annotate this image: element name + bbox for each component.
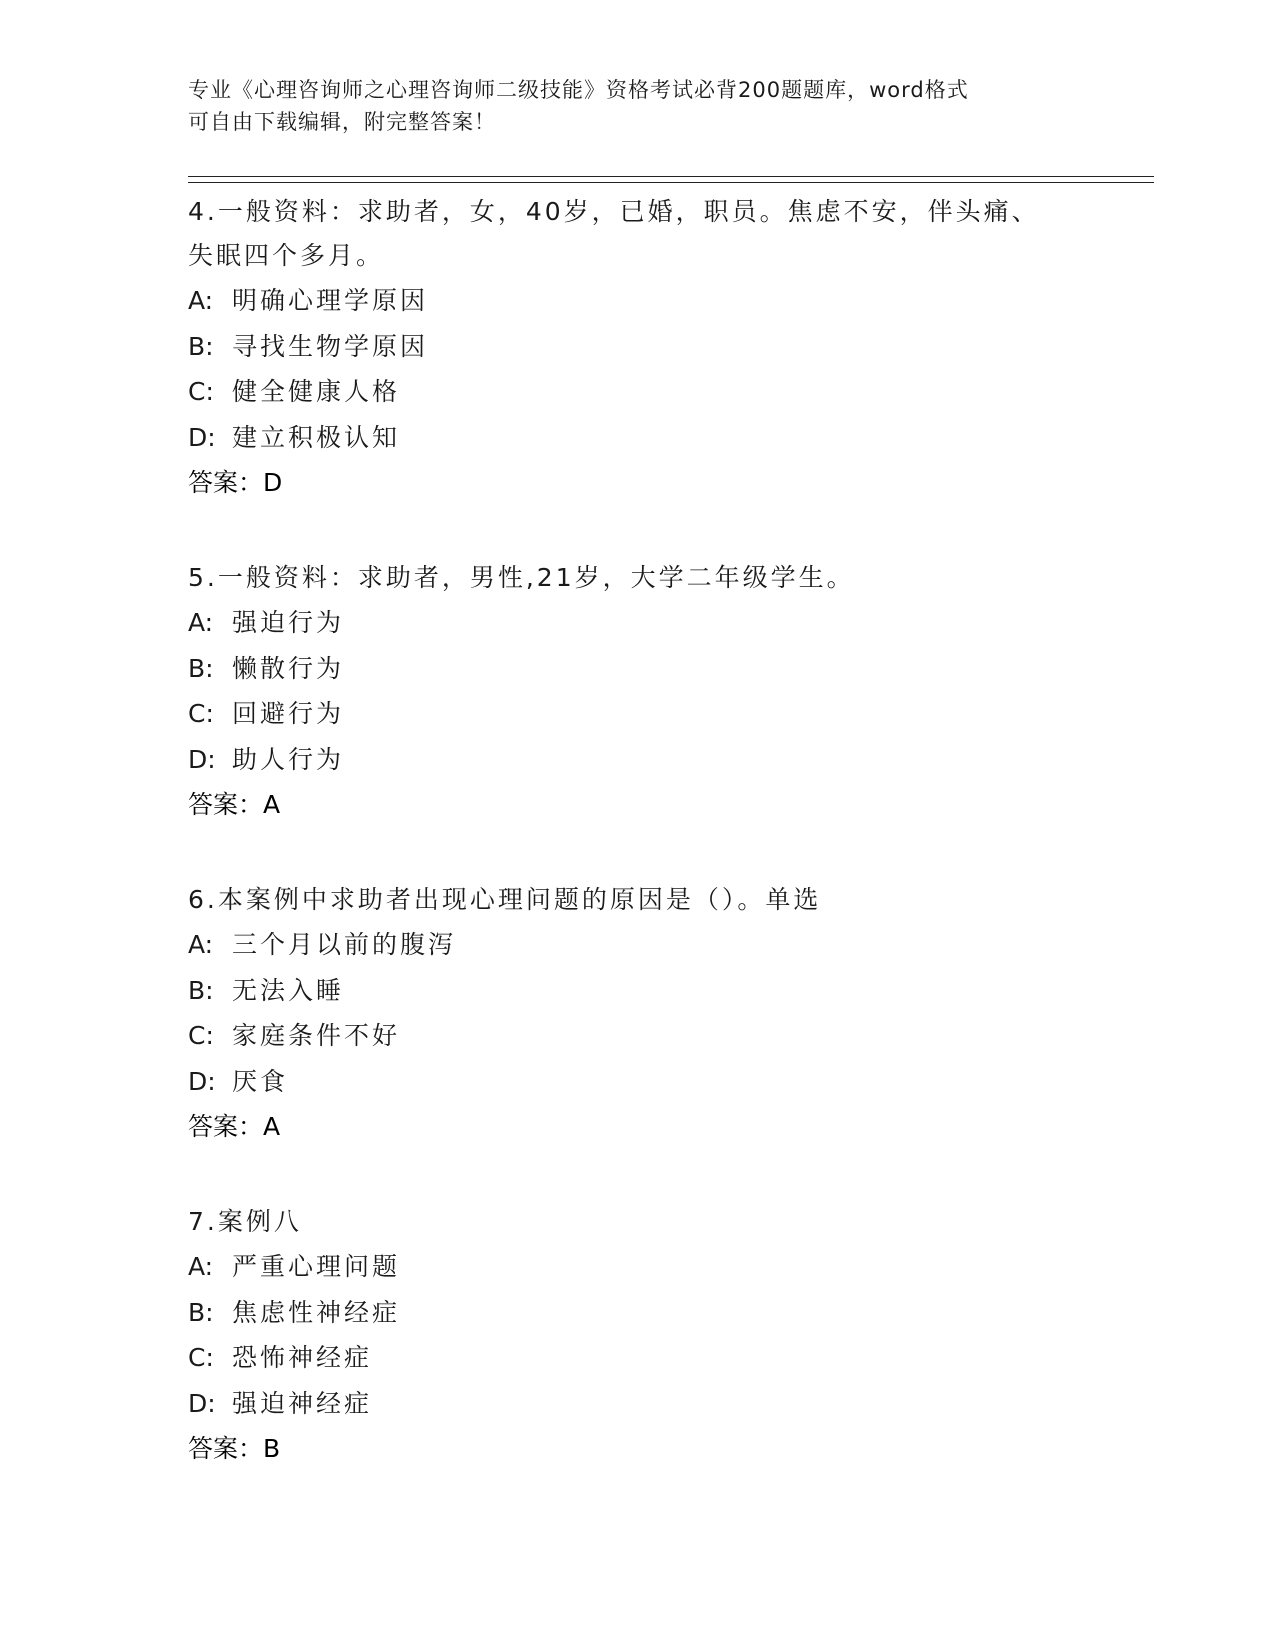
- option-letter: B:: [188, 1297, 214, 1327]
- option-a: [188, 922, 1088, 968]
- option-text: 焦虑性神经症: [232, 1297, 401, 1327]
- option-letter: A:: [188, 1252, 214, 1281]
- question-list: [188, 190, 1088, 1522]
- option-d: [188, 1381, 1088, 1427]
- question-stem: 6.本案例中求助者出现心理问题的原因是（）。单选: [188, 885, 822, 914]
- header-line-2: 可自由下载编辑，附完整答案！: [188, 110, 496, 134]
- option-letter: D:: [188, 1388, 216, 1418]
- option-a: [188, 1244, 1088, 1290]
- option-letter: D:: [188, 422, 216, 452]
- option-letter: B:: [188, 975, 214, 1005]
- option-d: [188, 737, 1088, 783]
- option-letter: C:: [188, 1021, 214, 1050]
- option-b: [188, 324, 1088, 370]
- answer-line: 答案：A: [188, 790, 281, 819]
- question-stem: 7.案例八: [188, 1207, 302, 1236]
- option-letter: C:: [188, 699, 214, 728]
- option-text: 无法入睡: [232, 975, 345, 1005]
- option-d: [188, 1059, 1088, 1105]
- option-text: 严重心理问题: [232, 1252, 401, 1281]
- option-letter: D:: [188, 744, 216, 774]
- option-text: 家庭条件不好: [232, 1021, 401, 1050]
- option-letter: A:: [188, 930, 214, 959]
- option-c: [188, 691, 1088, 737]
- option-letter: D:: [188, 1066, 216, 1096]
- header-divider-bottom: [188, 182, 1154, 183]
- option-a: [188, 278, 1088, 324]
- question-6: [188, 878, 1088, 1150]
- option-letter: B:: [188, 331, 214, 361]
- option-letter: A:: [188, 286, 214, 315]
- option-text: 强迫行为: [232, 608, 345, 637]
- option-b: [188, 968, 1088, 1014]
- option-text: 三个月以前的腹泻: [232, 930, 457, 959]
- option-letter: A:: [188, 608, 214, 637]
- option-text: 明确心理学原因: [232, 286, 429, 315]
- option-text: 懒散行为: [232, 653, 345, 683]
- option-text: 恐怖神经症: [232, 1343, 373, 1372]
- header-line-1: 专业《心理咨询师之心理咨询师二级技能》资格考试必背200题题库，word格式: [188, 78, 969, 102]
- option-text: 强迫神经症: [232, 1388, 373, 1418]
- option-letter: B:: [188, 653, 214, 683]
- question-stem: 5.一般资料：求助者，男性,21岁，大学二年级学生。: [188, 563, 855, 592]
- question-stem: 4.一般资料：求助者，女，40岁，已婚，职员。焦虑不安，伴头痛、: [188, 197, 1040, 226]
- option-text: 健全健康人格: [232, 377, 401, 406]
- option-d: [188, 415, 1088, 461]
- option-text: 回避行为: [232, 699, 345, 728]
- document-header: [188, 74, 1088, 138]
- option-c: [188, 1335, 1088, 1381]
- question-stem-continued: 失眠四个多月。: [188, 241, 385, 270]
- option-letter: C:: [188, 1343, 214, 1372]
- answer-line: 答案：D: [188, 468, 283, 497]
- question-7: [188, 1200, 1088, 1472]
- header-divider-top: [188, 176, 1154, 177]
- answer-line: 答案：B: [188, 1434, 281, 1463]
- option-text: 寻找生物学原因: [232, 331, 429, 361]
- option-c: [188, 369, 1088, 415]
- option-b: [188, 1290, 1088, 1336]
- option-a: [188, 600, 1088, 646]
- option-text: 助人行为: [232, 744, 345, 774]
- option-b: [188, 646, 1088, 692]
- option-text: 厌食: [232, 1066, 289, 1096]
- answer-line: 答案：A: [188, 1112, 281, 1141]
- option-text: 建立积极认知: [232, 422, 401, 452]
- question-5: [188, 556, 1088, 828]
- question-4: [188, 190, 1088, 506]
- option-letter: C:: [188, 377, 214, 406]
- option-c: [188, 1013, 1088, 1059]
